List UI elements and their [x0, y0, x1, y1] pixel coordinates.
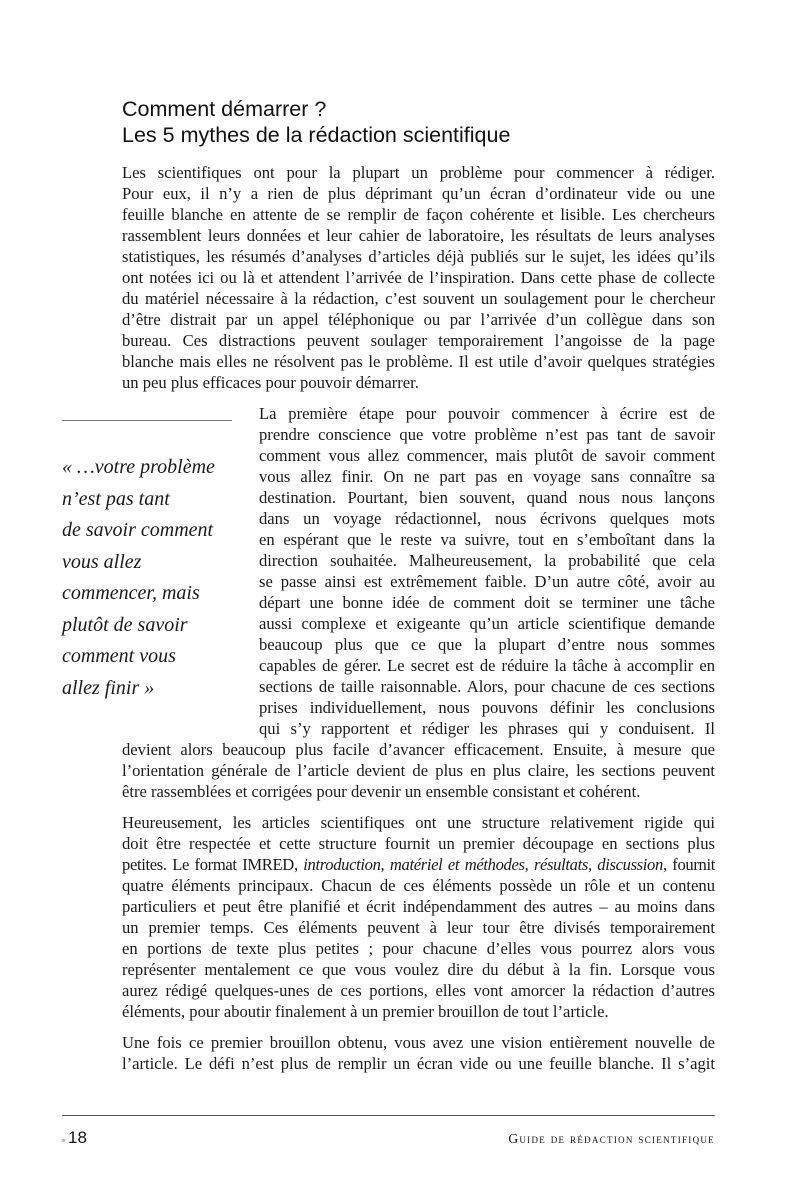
text-line: du matériel nécessaire à la rédaction, c’est souvent un soulagement pour le chercheur — [122, 289, 715, 308]
text-line: en portions de texte plus petites ; pour chacune d’elles vous pourrez alors vous — [122, 939, 715, 958]
text-line: être rassemblées et corrigées pour devenir un ensemble consistant et cohérent. — [122, 782, 641, 801]
text-line: Pour eux, il n’y a rien de plus déprimant qu’un écran d’ordinateur vide ou une — [122, 184, 715, 203]
text-run: petites. Le format IMRED, — [122, 855, 304, 874]
pullquote-line: comment vous — [62, 645, 176, 667]
text-line: l’article. Le défi n’est plus de remplir un écran vide ou une feuille blanche. Il s’agit — [122, 1054, 715, 1073]
text-line: La première étape pour pouvoir commencer à écrire est de — [259, 404, 715, 423]
text-line: Heureusement, les articles scientifiques ont une structure relativement rigide qui — [122, 813, 715, 832]
text-line: un premier temps. Ces éléments peuvent à leur tour être divisés temporairement — [122, 918, 715, 937]
page-marker-dot — [62, 1139, 65, 1142]
section-heading — [122, 96, 510, 148]
text-line: l’orientation générale de l’article devient de plus en plus claire, les sections peuvent — [122, 761, 715, 780]
text-line: statistiques, les résumés d’analyses d’articles déjà publiés sur le sujet, les idées qu’ils — [122, 247, 715, 266]
page-number — [62, 1128, 87, 1148]
text-line: ont notées ici ou là et attendent l’arrivée de l’inspiration. Dans cette phase de collecte — [122, 268, 715, 287]
text-line: se passe ainsi est extrêmement faible. D’un autre côté, avoir au — [259, 572, 715, 591]
text-line: bureau. Ces distractions peuvent soulager temporairement l’angoisse de la page — [122, 331, 715, 350]
text-line: devient alors beaucoup plus facile d’avancer efficacement. Ensuite, à mesure que — [122, 740, 715, 759]
text-line: départ une bonne idée de comment doit se terminer une tâche — [259, 593, 715, 612]
text-line: direction souhaitée. Malheureusement, la probabilité que cela — [259, 551, 715, 570]
heading-line-2: Les 5 mythes de la rédaction scientifique — [122, 123, 511, 147]
pullquote-line: « …votre problème — [62, 456, 215, 478]
imred-sections-italic: introduction, matériel et méthodes, résultats, discussion — [303, 855, 663, 874]
text-line: doit être respectée et cette structure fournit un premier découpage en sections plus — [122, 834, 715, 853]
text-line: dans un voyage rédactionnel, nous écrivons quelques mots — [259, 509, 715, 528]
text-line: capables de gérer. Le secret est de réduire la tâche à accomplir en — [259, 656, 715, 675]
text-line: un peu plus efficaces pour pouvoir démarrer. — [122, 373, 419, 392]
text-line: particuliers et peut être planifié et écrit indépendamment des autres – au moins dans — [122, 897, 715, 916]
pullquote-line: n’est pas tant — [62, 487, 170, 510]
text-line: d’être distrait par un appel téléphonique ou par l’arrivée d’un collègue dans son — [122, 310, 715, 329]
text-line: vous allez finir. On ne part pas en voyage sans connaître sa — [259, 467, 715, 486]
text-line: Les scientifiques ont pour la plupart un problème pour commencer à rédiger. — [122, 163, 715, 182]
text-line: blanche mais elles ne résolvent pas le problème. Il est utile d’avoir quelques stratégies — [122, 352, 715, 371]
text-line: beaucoup plus que ce que la plupart d’entre nous sommes — [259, 635, 715, 654]
pullquote — [62, 452, 215, 704]
footer-rule — [62, 1115, 715, 1116]
text-line: représenter mentalement ce que vous voulez dire du début à la fin. Lorsque vous — [122, 960, 715, 979]
pullquote-rule — [62, 420, 232, 421]
text-line: destination. Pourtant, bien souvent, quand nous nous lançons — [259, 488, 715, 507]
text-run: , fournit — [662, 855, 716, 874]
heading-line-1: Comment démarrer ? — [122, 97, 327, 121]
pullquote-line: allez finir » — [62, 676, 155, 699]
text-line: qui s’y rapportent et rédiger les phrases qui y conduisent. Il — [259, 719, 715, 738]
text-line: aussi complexe et exigeante qu’un article scientifique demande — [259, 614, 715, 633]
pullquote-line: commencer, mais — [62, 582, 200, 604]
pullquote-line: de savoir comment — [62, 519, 214, 541]
text-line: aurez rédigé quelques-unes de ces portions, elles vont amorcer la rédaction d’autres — [122, 981, 715, 1000]
text-line: feuille blanche en attente de se remplir de façon cohérente et lisible. Les chercheurs — [122, 205, 715, 224]
text-line: sections de taille raisonnable. Alors, pour chacune de ces sections — [259, 677, 715, 696]
text-line: comment vous allez commencer, mais plutôt de savoir comment — [259, 446, 715, 465]
text-line: quatre éléments principaux. Chacun de ces éléments possède un rôle et un contenu — [122, 876, 715, 895]
text-line: éléments, pour aboutir finalement à un premier brouillon de tout l’article. — [122, 1002, 609, 1021]
text-line: Une fois ce premier brouillon obtenu, vous avez une vision entièrement nouvelle de — [122, 1033, 715, 1052]
text-line — [122, 855, 715, 875]
text-line: rassemblent leurs données et leur cahier de laboratoire, les résultats de leurs analyses — [122, 226, 715, 245]
text-line: prendre conscience que votre problème n’est pas tant de savoir — [259, 425, 715, 444]
pullquote-line: vous allez — [62, 550, 142, 573]
text-line: en espérant que le reste va suivre, tout en s’emboîtant dans la — [259, 530, 715, 549]
text-line: prises individuellement, nous pouvons définir les conclusions — [259, 698, 715, 717]
pullquote-line: plutôt de savoir — [62, 613, 188, 636]
page-number-value: 18 — [68, 1128, 87, 1147]
running-head: Guide de rédaction scientifique — [508, 1131, 715, 1146]
